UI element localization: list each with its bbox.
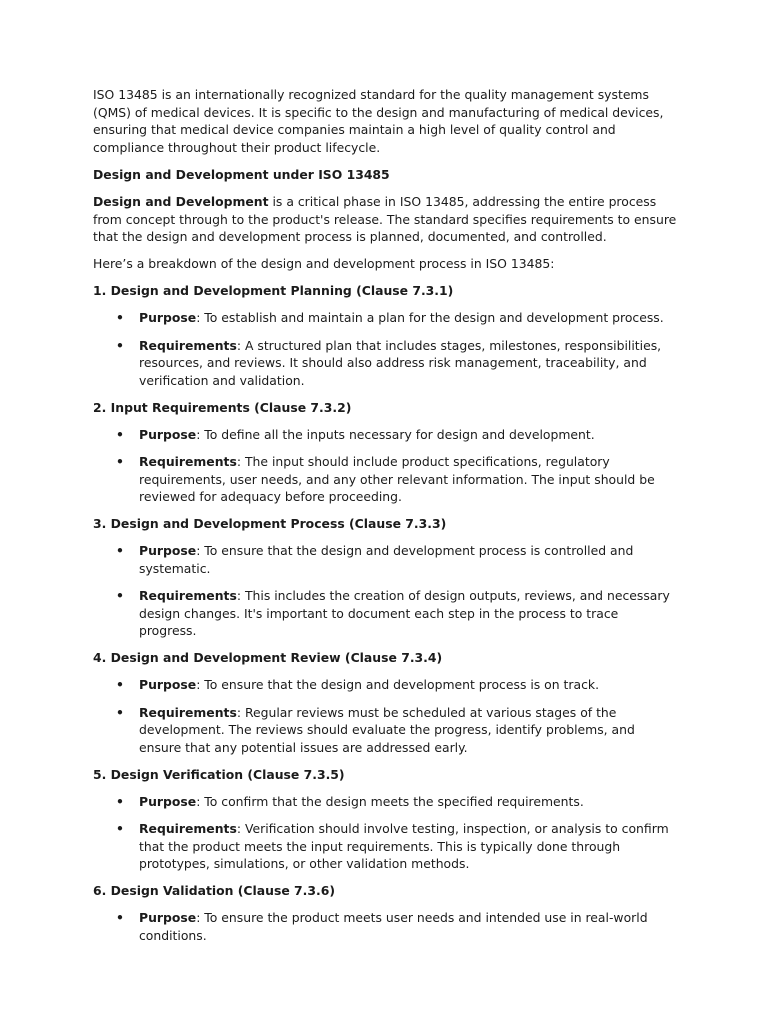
item-text: : A structured plan that includes stages, milestones, responsibilities, resources, and reviews. It should also address risk management, traceability, and verification and validation. bbox=[139, 337, 662, 388]
list-item bbox=[93, 820, 678, 873]
list-item bbox=[93, 453, 678, 506]
item-text: : To confirm that the design meets the specified requirements. bbox=[196, 793, 584, 809]
list-item bbox=[93, 793, 678, 811]
bullet-icon: • bbox=[116, 704, 124, 720]
clause-heading: 5. Design Verification (Clause 7.3.5) bbox=[93, 766, 345, 782]
item-text: : To define all the inputs necessary for design and development. bbox=[196, 426, 595, 442]
clause-heading: 4. Design and Development Review (Clause 7.3.4) bbox=[93, 650, 443, 666]
item-label: Requirements bbox=[139, 337, 237, 353]
clause-heading: 3. Design and Development Process (Clause 7.3.3) bbox=[93, 516, 447, 532]
list-item bbox=[93, 909, 678, 944]
item-label: Purpose bbox=[139, 543, 197, 559]
list-item bbox=[93, 587, 678, 640]
breakdown-intro: Here’s a breakdown of the design and development process in ISO 13485: bbox=[93, 256, 555, 272]
clause-heading: 6. Design Validation (Clause 7.3.6) bbox=[93, 883, 335, 899]
intro-paragraph: ISO 13485 is an internationally recognized standard for the quality management systems (QMS) of medical devices. It is specific to the design and manufacturing of medical devices, ensuring that medical device companies maintain a high level of quality control and compliance throughout their product lifecycle. bbox=[93, 87, 664, 155]
bullet-list bbox=[93, 542, 678, 639]
item-text: : To establish and maintain a plan for the design and development process. bbox=[196, 310, 664, 326]
clause-sections bbox=[93, 282, 678, 944]
list-item bbox=[93, 704, 678, 757]
list-item bbox=[93, 542, 678, 577]
bullet-icon: • bbox=[116, 543, 124, 559]
bullet-icon: • bbox=[116, 337, 124, 353]
bullet-icon: • bbox=[116, 426, 124, 442]
bullet-icon: • bbox=[116, 821, 124, 836]
definition-term: Design and Development bbox=[93, 193, 269, 209]
item-label: Purpose bbox=[139, 910, 197, 926]
item-text: : The input should include product specifications, regulatory requirements, user needs, and any other relevant information. The input should be reviewed for adequacy before proceeding. bbox=[139, 454, 655, 505]
list-item bbox=[93, 676, 678, 694]
bullet-icon: • bbox=[116, 454, 124, 469]
bullet-list bbox=[93, 909, 678, 944]
definition-paragraph bbox=[93, 193, 678, 246]
item-text: : Regular reviews must be scheduled at various stages of the development. The reviews should evaluate the progress, identify problems, and ensure that any potential issues are addressed early. bbox=[139, 704, 635, 755]
item-text: : To ensure the product meets user needs and intended use in real-world conditions. bbox=[139, 910, 648, 943]
section-title: Design and Development under ISO 13485 bbox=[93, 166, 390, 182]
bullet-list bbox=[93, 793, 678, 873]
bullet-icon: • bbox=[116, 588, 124, 604]
item-label: Purpose bbox=[139, 426, 197, 442]
bullet-icon: • bbox=[116, 310, 124, 326]
item-text: : Verification should involve testing, inspection, or analysis to confirm that the product meets the input requirements. This is typically done through prototypes, simulations, or other validation methods. bbox=[139, 821, 669, 872]
item-label: Purpose bbox=[139, 677, 197, 693]
bullet-icon: • bbox=[116, 677, 124, 693]
item-label: Requirements bbox=[139, 704, 237, 720]
item-label: Purpose bbox=[139, 793, 197, 809]
item-label: Requirements bbox=[139, 821, 237, 836]
list-item bbox=[93, 426, 678, 444]
item-text: : This includes the creation of design outputs, reviews, and necessary design changes. It's important to document each step in the process to trace progress. bbox=[139, 588, 670, 639]
item-text: : To ensure that the design and development process is controlled and systematic. bbox=[139, 543, 634, 576]
item-label: Requirements bbox=[139, 588, 237, 604]
bullet-list bbox=[93, 676, 678, 756]
list-item bbox=[93, 309, 678, 327]
item-label: Purpose bbox=[139, 310, 197, 326]
bullet-icon: • bbox=[116, 910, 124, 926]
clause-heading: 1. Design and Development Planning (Clause 7.3.1) bbox=[93, 283, 454, 299]
clause-heading: 2. Input Requirements (Clause 7.3.2) bbox=[93, 399, 352, 415]
bullet-icon: • bbox=[116, 793, 124, 809]
list-item bbox=[93, 337, 678, 390]
bullet-list bbox=[93, 309, 678, 389]
bullet-list bbox=[93, 426, 678, 506]
item-label: Requirements bbox=[139, 454, 237, 469]
item-text: : To ensure that the design and development process is on track. bbox=[196, 677, 600, 693]
definition-text: is a critical phase in ISO 13485, addressing the entire process from concept through to the product's release. The standard specifies requirements to ensure that the design and development process is planned, documented, and controlled. bbox=[93, 193, 677, 245]
